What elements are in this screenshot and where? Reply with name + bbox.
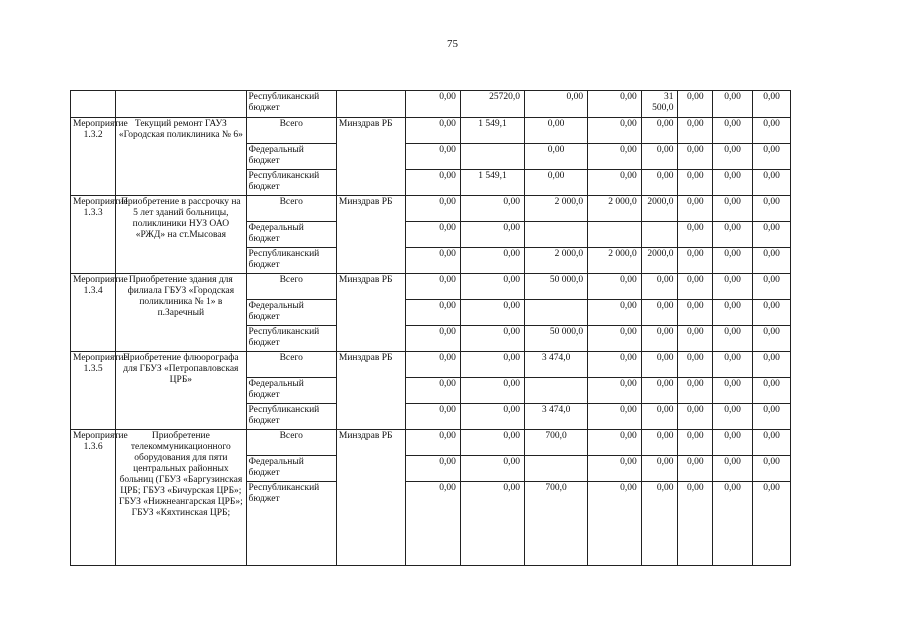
value-cell: 0,00 [713, 118, 753, 144]
source-cell: Федеральный бюджет [246, 222, 336, 248]
value-cell: 0,00 [753, 248, 791, 274]
value-cell: 0,00 [678, 91, 713, 118]
value-cell: 0,00 [678, 300, 713, 326]
value-cell: 0,00 [525, 118, 588, 144]
value-cell: 0,00 [678, 144, 713, 170]
value-cell: 0,00 [713, 404, 753, 430]
executor-cell: Минздрав РБ [336, 274, 405, 352]
page-number: 75 [447, 38, 458, 50]
value-cell: 0,00 [641, 300, 678, 326]
table-row [71, 274, 791, 300]
value-cell: 0,00 [641, 378, 678, 404]
value-cell [460, 144, 524, 170]
measure-name: Приобретение в рассрочку на 5 лет зданий больницы, поликлиники НУЗ ОАО «РЖД» на ст.Мысовая [116, 196, 246, 274]
value-cell: 0,00 [678, 196, 713, 222]
value-cell: 0,00 [753, 378, 791, 404]
value-cell: 0,00 [678, 456, 713, 482]
value-cell: 50 000,0 [525, 274, 588, 300]
value-cell: 0,00 [406, 430, 461, 456]
value-cell: 0,00 [713, 170, 753, 196]
value-cell: 0,00 [588, 456, 642, 482]
code-cell [71, 91, 116, 118]
value-cell: 0,00 [678, 222, 713, 248]
value-cell: 0,00 [460, 404, 524, 430]
name-cell [116, 91, 246, 118]
source-cell: Федеральный бюджет [246, 456, 336, 482]
value-cell: 0,00 [713, 274, 753, 300]
value-cell: 0,00 [406, 300, 461, 326]
value-cell: 0,00 [406, 118, 461, 144]
value-cell: 0,00 [713, 352, 753, 378]
value-cell: 0,00 [713, 378, 753, 404]
value-cell [588, 222, 642, 248]
source-cell: Всего [246, 196, 336, 222]
measure-code: Мероприятие 1.3.4 [71, 274, 116, 352]
value-cell: 0,00 [713, 430, 753, 456]
value-cell: 0,00 [678, 430, 713, 456]
value-cell: 0,00 [753, 144, 791, 170]
value-cell: 0,00 [753, 456, 791, 482]
value-cell: 0,00 [588, 404, 642, 430]
value-cell: 0,00 [460, 430, 524, 456]
value-cell: 0,00 [753, 326, 791, 352]
value-cell: 0,00 [753, 274, 791, 300]
value-cell: 0,00 [753, 118, 791, 144]
value-cell: 0,00 [713, 300, 753, 326]
value-cell [525, 222, 588, 248]
source-cell: Республиканский бюджет [246, 326, 336, 352]
executor-cell [336, 91, 405, 118]
value-cell: 0,00 [460, 326, 524, 352]
value-cell: 0,00 [753, 404, 791, 430]
value-cell: 0,00 [641, 456, 678, 482]
value-cell: 2000,0 [641, 248, 678, 274]
value-cell: 0,00 [753, 222, 791, 248]
value-cell: 2 000,0 [525, 196, 588, 222]
value-cell [525, 456, 588, 482]
source-cell: Федеральный бюджет [246, 378, 336, 404]
value-cell [525, 378, 588, 404]
value-cell: 0,00 [678, 352, 713, 378]
value-cell: 0,00 [460, 352, 524, 378]
table-row [71, 118, 791, 144]
table-row [71, 196, 791, 222]
value-cell: 0,00 [588, 430, 642, 456]
value-cell: 0,00 [641, 352, 678, 378]
executor-cell: Минздрав РБ [336, 352, 405, 430]
budget-table [70, 90, 791, 566]
measure-code: Мероприятие 1.3.5 [71, 352, 116, 430]
value-cell: 0,00 [641, 170, 678, 196]
value-cell [525, 300, 588, 326]
value-cell: 0,00 [713, 196, 753, 222]
table-row [71, 352, 791, 378]
value-cell: 0,00 [678, 274, 713, 300]
source-cell: Республиканский бюджет [246, 170, 336, 196]
source-cell: Всего [246, 430, 336, 456]
source-cell: Всего [246, 352, 336, 378]
value-cell: 0,00 [753, 482, 791, 566]
value-cell: 700,0 [525, 482, 588, 566]
value-cell: 0,00 [713, 144, 753, 170]
value-cell: 0,00 [641, 404, 678, 430]
executor-cell: Минздрав РБ [336, 430, 405, 566]
source-cell: Федеральный бюджет [246, 300, 336, 326]
value-cell: 0,00 [678, 248, 713, 274]
table-row [71, 91, 791, 118]
measure-name: Приобретение телекоммуникационного оборудования для пяти центральных районных больниц (ГБУЗ «Баргузинская ЦРБ; ГБУЗ «Бичурская ЦРБ»; ГБУЗ «Нижнеангарская ЦРБ»; ГБУЗ «Кяхтинская ЦРБ; [116, 430, 246, 566]
value-cell: 0,00 [641, 482, 678, 566]
value-cell: 0,00 [678, 482, 713, 566]
value-cell: 0,00 [406, 456, 461, 482]
value-cell: 0,00 [713, 456, 753, 482]
value-cell: 0,00 [678, 378, 713, 404]
value-cell: 0,00 [753, 300, 791, 326]
measure-code: Мероприятие 1.3.6 [71, 430, 116, 566]
value-cell: 0,00 [406, 274, 461, 300]
value-cell: 2 000,0 [588, 248, 642, 274]
value-cell: 0,00 [406, 326, 461, 352]
source-cell: Республиканский бюджет [246, 482, 336, 566]
value-cell: 0,00 [713, 248, 753, 274]
value-cell: 0,00 [406, 404, 461, 430]
value-cell: 0,00 [525, 170, 588, 196]
value-cell: 0,00 [678, 404, 713, 430]
value-cell: 50 000,0 [525, 326, 588, 352]
source-cell: Республиканский бюджет [246, 91, 336, 118]
value-cell: 0,00 [460, 248, 524, 274]
value-cell: 2 000,0 [588, 196, 642, 222]
value-cell: 0,00 [460, 222, 524, 248]
value-cell: 0,00 [678, 326, 713, 352]
source-cell: Всего [246, 274, 336, 300]
value-cell: 0,00 [588, 144, 642, 170]
value-cell: 0,00 [678, 170, 713, 196]
value-cell: 0,00 [588, 482, 642, 566]
value-cell: 0,00 [460, 456, 524, 482]
value-cell: 0,00 [406, 248, 461, 274]
value-cell: 0,00 [588, 326, 642, 352]
value-cell: 0,00 [713, 222, 753, 248]
value-cell: 0,00 [460, 274, 524, 300]
measure-name: Текущий ремонт ГАУЗ «Городская поликлиника № 6» [116, 118, 246, 196]
measure-code: Мероприятие 1.3.2 [71, 118, 116, 196]
value-cell: 0,00 [641, 326, 678, 352]
value-cell: 0,00 [678, 118, 713, 144]
table-row [71, 430, 791, 456]
value-cell: 0,00 [525, 144, 588, 170]
value-cell: 0,00 [460, 482, 524, 566]
measure-name: Приобретение здания для филиала ГБУЗ «Городская поликлиника № 1» в п.Заречный [116, 274, 246, 352]
value-cell: 0,00 [713, 326, 753, 352]
value-cell: 0,00 [753, 91, 791, 118]
executor-cell: Минздрав РБ [336, 196, 405, 274]
value-cell: 0,00 [460, 196, 524, 222]
value-cell: 0,00 [588, 352, 642, 378]
value-cell: 2 000,0 [525, 248, 588, 274]
value-cell: 0,00 [588, 274, 642, 300]
value-cell: 1 549,1 [460, 118, 524, 144]
value-cell: 0,00 [406, 482, 461, 566]
value-cell: 0,00 [641, 274, 678, 300]
value-cell: 0,00 [406, 196, 461, 222]
value-cell: 0,00 [588, 170, 642, 196]
value-cell: 0,00 [713, 91, 753, 118]
value-cell: 3 474,0 [525, 404, 588, 430]
value-cell: 0,00 [460, 300, 524, 326]
measure-code: Мероприятие 1.3.3 [71, 196, 116, 274]
value-cell: 0,00 [641, 430, 678, 456]
value-cell: 0,00 [460, 378, 524, 404]
value-cell: 0,00 [406, 378, 461, 404]
value-cell: 0,00 [406, 170, 461, 196]
value-cell: 0,00 [641, 118, 678, 144]
executor-cell: Минздрав РБ [336, 118, 405, 196]
value-cell: 0,00 [588, 91, 642, 118]
value-cell: 0,00 [588, 378, 642, 404]
value-cell: 3 474,0 [525, 352, 588, 378]
value-cell: 0,00 [525, 91, 588, 118]
value-cell [641, 222, 678, 248]
value-cell: 0,00 [753, 170, 791, 196]
value-cell: 25720,0 [460, 91, 524, 118]
value-cell: 0,00 [588, 300, 642, 326]
source-cell: Федеральный бюджет [246, 144, 336, 170]
value-cell: 1 549,1 [460, 170, 524, 196]
value-cell: 0,00 [641, 144, 678, 170]
value-cell: 0,00 [713, 482, 753, 566]
value-cell: 0,00 [406, 352, 461, 378]
value-cell: 0,00 [753, 430, 791, 456]
value-cell: 0,00 [406, 91, 461, 118]
value-cell: 0,00 [753, 352, 791, 378]
value-cell: 2000,0 [641, 196, 678, 222]
source-cell: Республиканский бюджет [246, 248, 336, 274]
measure-name: Приобретение флюорографа для ГБУЗ «Петропавловская ЦРБ» [116, 352, 246, 430]
value-cell: 31 500,0 [641, 91, 678, 118]
value-cell: 0,00 [406, 144, 461, 170]
value-cell: 0,00 [753, 196, 791, 222]
value-cell: 0,00 [406, 222, 461, 248]
source-cell: Всего [246, 118, 336, 144]
value-cell: 0,00 [588, 118, 642, 144]
source-cell: Республиканский бюджет [246, 404, 336, 430]
value-cell: 700,0 [525, 430, 588, 456]
